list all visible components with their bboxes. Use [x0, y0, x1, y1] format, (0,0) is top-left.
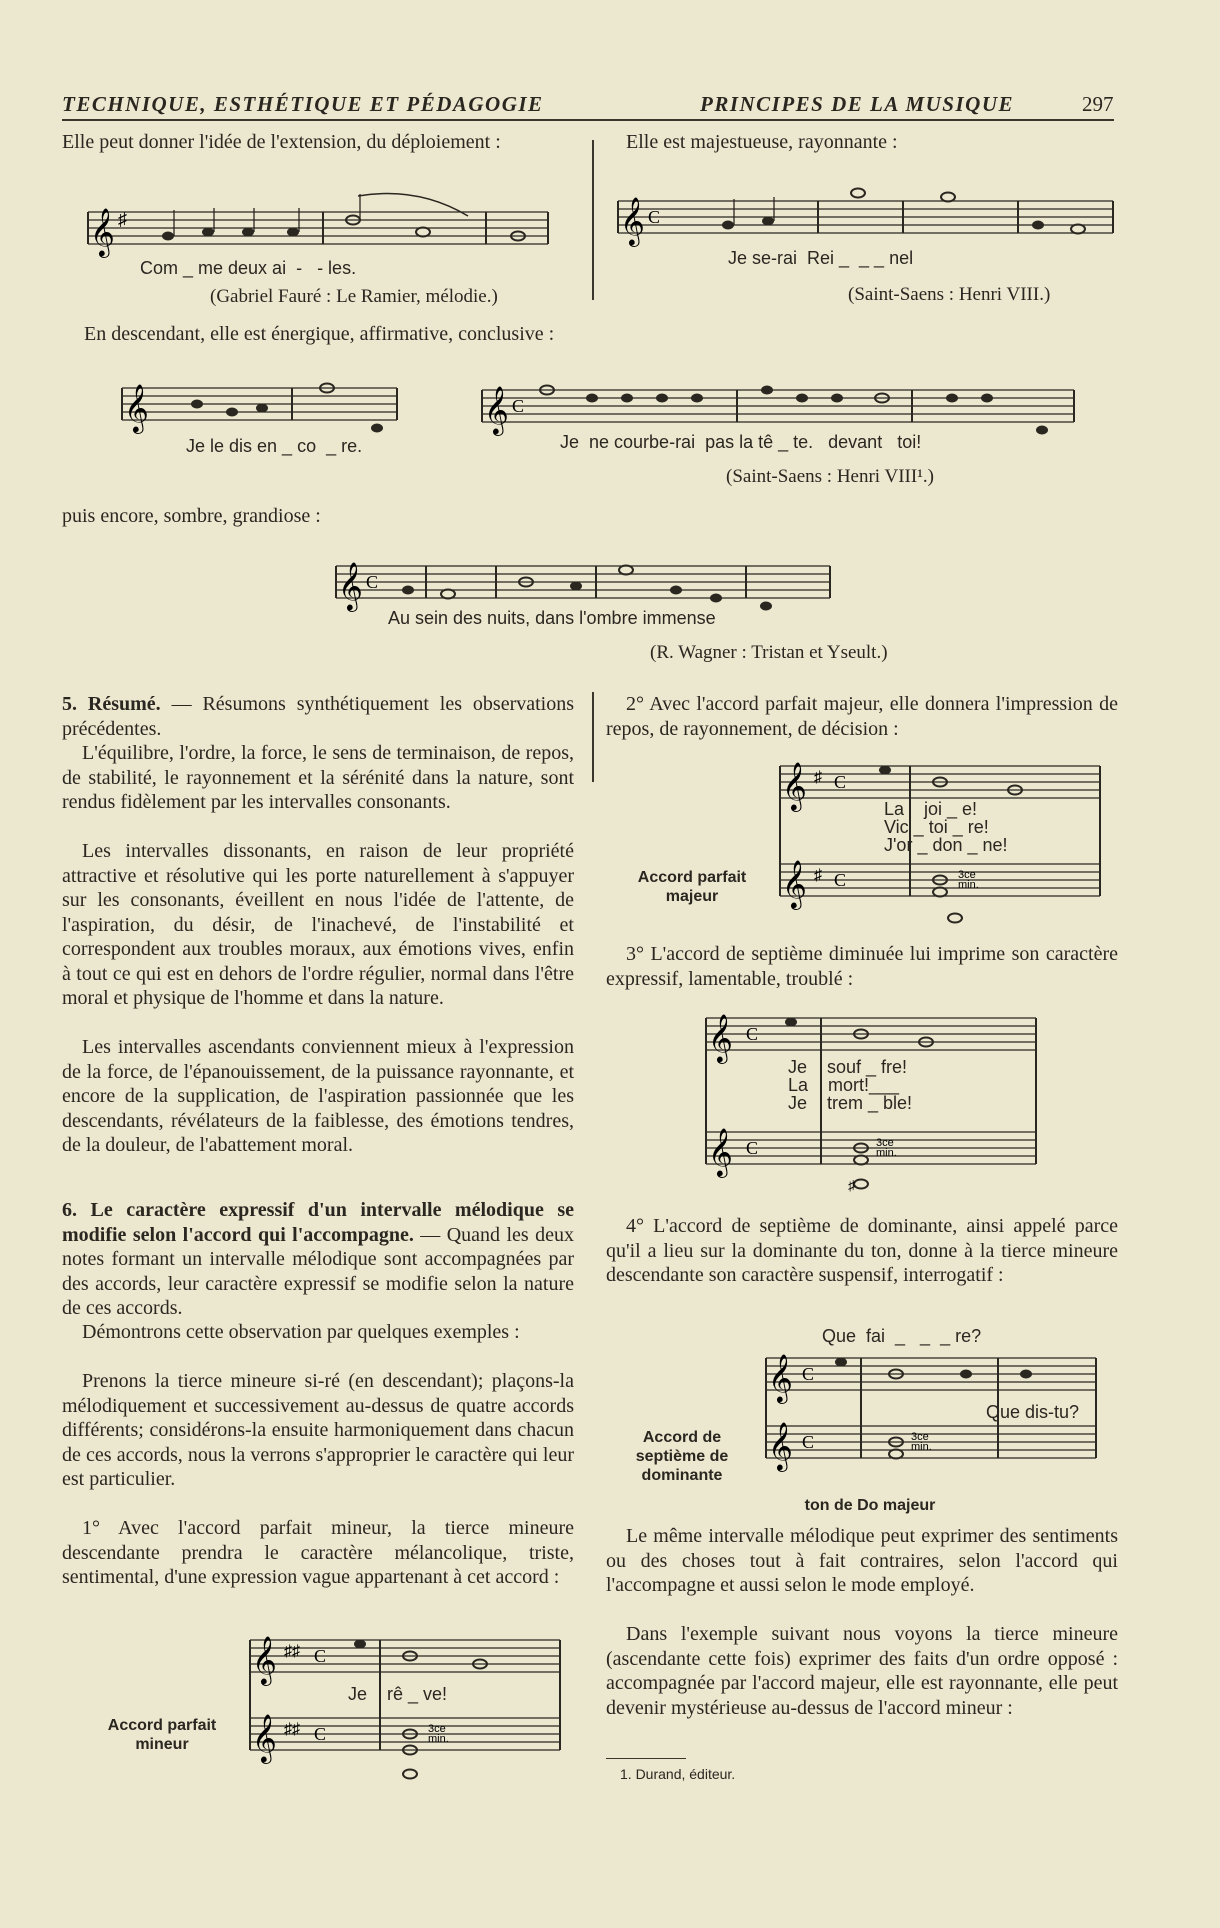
resume-paragraph: [62, 692, 574, 741]
descending-intro: En descendant, elle est énergique, affirmative, conclusive :: [84, 323, 555, 345]
dissonants-paragraph: Les intervalles dissonants, en raison de leur propriété attractive et résolutive qui les porte naturellement à s'appuyer sur les consonants, éveillent en nous l'idée de l'attente, de l'aspiration, du désir, de l'inachevé, de l'instabilité et correspondent aux troubles moraux, aux émotions vives, enfin à tout ce qui est en dehors de l'ordre régulier, normal dans l'être moral et physique de l'homme et dans la nature.: [62, 840, 574, 1009]
svg-text:𝄞: 𝄞: [252, 1635, 277, 1684]
faure-lyric: Com _ me deux ai - - les.: [140, 258, 357, 278]
majestic-intro: Elle est majestueuse, rayonnante :: [626, 131, 898, 153]
svg-text:min.: min.: [876, 1147, 897, 1159]
header-rule: [62, 119, 1114, 121]
svg-text:C: C: [802, 1432, 815, 1452]
page-number: 297: [1082, 92, 1114, 116]
next-example-paragraph: Dans l'exemple suivant nous voyons la tierce mineure (ascendante cette fois) exprimer des faits d'un ordre opposé : accompagnée par l'accord majeur, elle est rayonnante, elle peut devenir mystérieuse au-dessus de l'accord mineur :: [606, 1623, 1118, 1719]
examples-intro: Démontrons cette observation par quelques exemples :: [82, 1321, 520, 1343]
svg-text:C: C: [366, 572, 379, 592]
wagner-credit: (R. Wagner : Tristan et Yseult.): [650, 642, 888, 663]
svg-text:C: C: [512, 396, 525, 416]
saint-saens-lyric-1: Je se-rai Rei _ _ _ nel: [728, 248, 914, 268]
encore-staff: [122, 382, 397, 434]
dominant-lyric-bottom: Que dis-tu?: [986, 1402, 1080, 1422]
svg-text:𝄞: 𝄞: [252, 1713, 277, 1762]
resume-title: 5. Résumé.: [62, 693, 161, 715]
section-6-title: 6. Le caractère expressif d'un intervalle mélodique se modifie selon l'accord qui l'accompagne.: [62, 1199, 574, 1246]
svg-text:C: C: [314, 1646, 327, 1666]
svg-text:C: C: [746, 1138, 759, 1158]
svg-text:min.: min.: [911, 1441, 932, 1453]
saint-saens-staff-1: [618, 195, 1113, 247]
svg-text:𝄞: 𝄞: [338, 561, 363, 610]
svg-text:min.: min.: [958, 879, 979, 891]
svg-text:𝄞: 𝄞: [124, 383, 149, 432]
svg-text:𝄞: 𝄞: [768, 1421, 793, 1470]
diminished-chord-lyric: Je souf _ fre! La mort!___ Je trem _ ble!: [788, 1057, 913, 1113]
svg-text:𝄞: 𝄞: [484, 385, 509, 434]
major-chord-label: Accord parfait majeur: [637, 869, 747, 905]
courberai-lyric: Je ne courbe-rai pas la tê _ te. devant toi!: [560, 432, 922, 452]
svg-text:3ce: 3ce: [958, 869, 976, 881]
diminished-paragraph: 3° L'accord de septième diminuée lui imprime son caractère expressif, lamentable, troublé :: [606, 943, 1118, 990]
svg-text:♯: ♯: [814, 769, 822, 786]
courberai-staff: [482, 384, 1074, 436]
svg-text:♯: ♯: [848, 1179, 855, 1194]
column-divider-top: [592, 140, 594, 300]
dominant-lyric-top: Que fai _ _ _ re?: [822, 1326, 982, 1346]
dominant-paragraph: 4° L'accord de septième de dominante, ainsi appelé parce qu'il a lieu sur la dominante du ton, donne à la tierce mineure descendante son caractère suspensif, interrogatif :: [606, 1215, 1118, 1286]
dominant-chord-label: Accord de septième de dominante: [635, 1429, 729, 1484]
minor-chord-label: Accord parfait mineur: [107, 1717, 217, 1753]
extension-intro: Elle peut donner l'idée de l'extension, du déploiement :: [62, 131, 501, 153]
svg-text:♯♯: ♯♯: [284, 1643, 300, 1660]
svg-text:𝄞: 𝄞: [90, 207, 115, 256]
resume-text: — Résumons synthétiquement les observations précédentes.: [62, 693, 574, 740]
svg-text:𝄞: 𝄞: [708, 1127, 733, 1176]
running-header-left: TECHNIQUE, ESTHÉTIQUE ET PÉDAGOGIE: [62, 92, 544, 116]
faure-credit: (Gabriel Fauré : Le Ramier, mélodie.): [210, 286, 498, 307]
svg-text:♯: ♯: [118, 209, 127, 229]
same-interval-paragraph: Le même intervalle mélodique peut exprimer des sentiments ou des choses tout à fait contraires, selon l'accord qui l'accompagne et aussi selon le mode employé.: [606, 1525, 1118, 1596]
tristan-staff: [336, 560, 830, 612]
svg-text:C: C: [834, 870, 847, 890]
major-chord-lyric: La joi _ e! Vic _ toi _ re! J'or _ don _ ne!: [884, 799, 1008, 855]
svg-text:𝄞: 𝄞: [620, 196, 645, 245]
encore-lyric: Je le dis en _ co _ re.: [186, 436, 363, 456]
svg-text:min.: min.: [428, 1733, 449, 1745]
column-divider: [592, 692, 594, 782]
tristan-lyric: Au sein des nuits, dans l'ombre immense: [388, 608, 716, 628]
svg-text:♯: ♯: [814, 867, 822, 884]
svg-text:𝄞: 𝄞: [708, 1013, 733, 1062]
svg-text:C: C: [314, 1724, 327, 1744]
dominant-caption: ton de Do majeur: [804, 1497, 936, 1514]
footnote: 1. Durand, éditeur.: [620, 1766, 736, 1782]
faure-staff: [88, 206, 548, 258]
section-6-text: — Quand les deux notes formant un intervalle mélodique sont accompagnées par des accords, leur caractère expressif se modifie selon la nature de ces accords.: [62, 1223, 574, 1319]
saint-saens-credit-2: (Saint-Saens : Henri VIII¹.): [726, 466, 934, 487]
minor-chord-staves: [250, 1634, 560, 1784]
svg-text:C: C: [802, 1364, 815, 1384]
minor-chord-paragraph: 1° Avec l'accord parfait mineur, la tierce mineure descendante prendra le caractère mélancolique, triste, sentimental, d'une expression vague appartenant à cet accord :: [62, 1517, 574, 1588]
minor-chord-lyric: Je rê _ ve!: [348, 1684, 448, 1704]
svg-text:3ce: 3ce: [876, 1137, 894, 1149]
svg-text:𝄞: 𝄞: [768, 1353, 793, 1402]
section-6-paragraph: [62, 1198, 574, 1321]
svg-text:C: C: [746, 1024, 759, 1044]
svg-text:𝄞: 𝄞: [782, 761, 807, 810]
ascending-paragraph: Les intervalles ascendants conviennent mieux à l'expression de la force, de l'épanouissement, de la puissance rayonnante, et encore de la supplication, de l'aspiration passionnée que les descendants, révélateurs de la faiblesse, des émotions tendres, de la douleur, de l'abattement moral.: [62, 1036, 574, 1156]
saint-saens-credit-1: (Saint-Saens : Henri VIII.): [848, 284, 1051, 305]
svg-text:C: C: [834, 772, 847, 792]
svg-text:♯♯: ♯♯: [284, 1721, 300, 1738]
tierce-mineure-paragraph: Prenons la tierce mineure si-ré (en descendant); plaçons-la mélodiquement et successivement au-dessus de quatre accords différents; considérons-la ensuite harmoniquement dans chacun de ces accords, nous la verrons s'approprier le caractère qui leur est particulier.: [62, 1370, 574, 1490]
footnote-rule: [606, 1758, 686, 1759]
running-header-right: PRINCIPES DE LA MUSIQUE: [700, 92, 1014, 116]
svg-text:3ce: 3ce: [911, 1431, 929, 1443]
svg-text:C: C: [648, 207, 661, 227]
major-chord-paragraph: 2° Avec l'accord parfait majeur, elle donnera l'impression de repos, de rayonnement, de décision :: [606, 693, 1118, 740]
svg-text:𝄞: 𝄞: [782, 859, 807, 908]
consonants-paragraph: L'équilibre, l'ordre, la force, le sens de terminaison, de repos, de stabilité, le rayonnement et la sérénité dans la nature, sont rendus fidèlement par les intervalles consonants.: [62, 742, 574, 813]
sombre-intro: puis encore, sombre, grandiose :: [62, 505, 321, 527]
svg-text:3ce: 3ce: [428, 1723, 446, 1735]
